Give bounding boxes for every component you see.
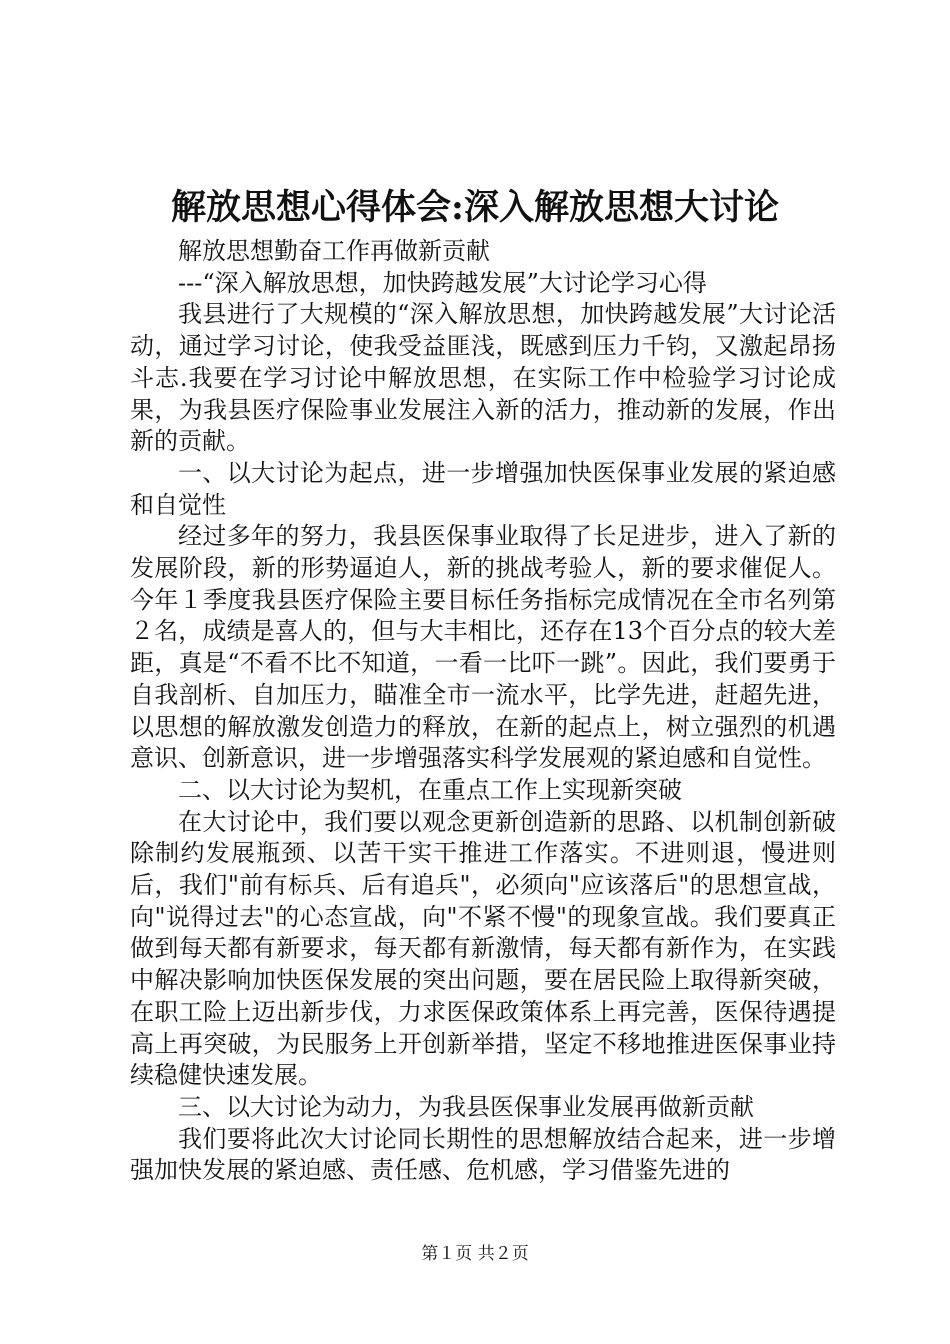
document-title: 解放思想心得体会:深入解放思想大讨论: [171, 187, 779, 228]
section-paragraph-1: 经过多年的努力，我县医保事业取得了长足进步，进入了新的发展阶段，新的形势逼迫人，新的挑战考验人，新的要求催促人。今年１季度我县医疗保险主要目标任务指标完成情况在全市名列第２名，成绩是喜人的，但与大丰相比，还存在13个百分点的较大差距，真是“不看不比不知道，一看一比吓一跳”。因此，我们要勇于自我剖析、自加压力，瞄准全市一流水平，比学先进，赶超先进，以思想的解放激发创造力的释放，在新的起点上，树立强烈的机遇意识、创新意识，进一步增强落实科学发展观的紧迫感和自觉性。: [130, 522, 836, 773]
section-paragraph-3: 我们要将此次大讨论同长期性的思想解放结合起来，进一步增强加快发展的紧迫感、责任感、危机感，学习借鉴先进的: [130, 1124, 836, 1185]
section-heading-2: 二、以大讨论为契机，在重点工作上实现新突破: [178, 775, 682, 804]
page-footer: 第１页 共２页: [421, 1244, 529, 1264]
section-paragraph-2: 在大讨论中，我们要以观念更新创造新的思路、以机制创新破除制约发展瓶颈、以苦干实干推进工作落实。不进则退，慢进则后，我们"前有标兵、后有追兵"，必须向"应该落后"的思想宣战，向"说得过去"的心态宣战，向"不紧不慢"的现象宣战。我们要真正做到每天都有新要求，每天都有新激情，每天都有新作为，在实践中解决影响加快医保发展的突出问题，要在居民险上取得新突破，在职工险上迈出新步伐，力求医保政策体系上再完善，医保待遇提高上再突破，为民服务上开创新举措，坚定不移地推进医保事业持续稳健快速发展。: [130, 807, 836, 1090]
intro-paragraph: 我县进行了大规模的“深入解放思想，加快跨越发展”大讨论活动，通过学习讨论，使我受益匪浅，既感到压力千钧，又激起昂扬斗志.我要在学习讨论中解放思想，在实际工作中检验学习讨论成果，为我县医疗保险事业发展注入新的活力，推动新的发展，作出新的贡献。: [130, 300, 836, 456]
section-heading-1: 一、以大讨论为起点，进一步增强加快医保事业发展的紧迫感和自觉性: [130, 458, 836, 519]
subtitle: 解放思想勤奋工作再做新贡献: [178, 237, 490, 265]
document-body: [130, 236, 836, 1187]
section-heading-3: 三、以大讨论为动力，为我县医保事业发展再做新贡献: [178, 1092, 754, 1121]
subtitle-line: ---“深入解放思想，加快跨越发展”大讨论学习心得: [178, 268, 707, 297]
